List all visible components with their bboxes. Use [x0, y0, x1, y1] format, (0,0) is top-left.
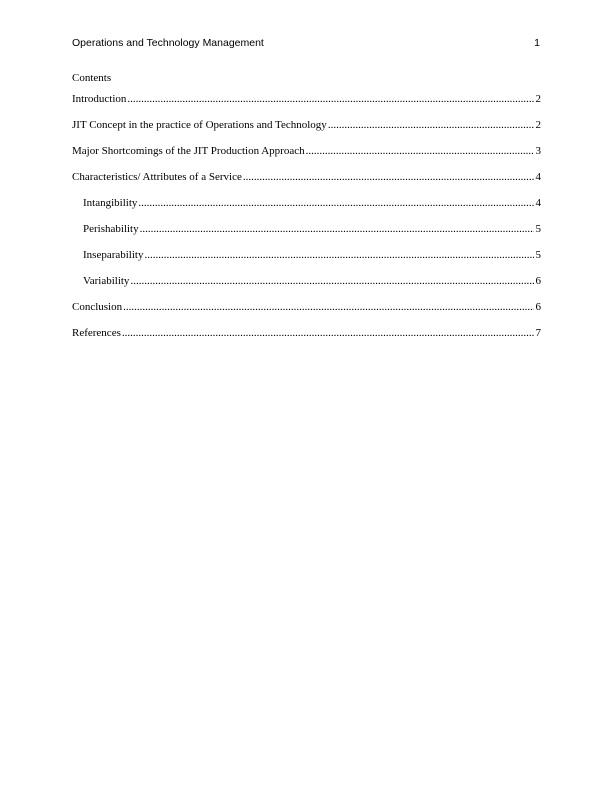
- toc-dot-leader: [144, 247, 533, 263]
- toc-dot-leader: [130, 273, 533, 289]
- toc-entry-conclusion[interactable]: [72, 299, 541, 325]
- toc-entry-introduction[interactable]: [72, 91, 541, 117]
- toc-entry-characteristics[interactable]: [72, 169, 541, 195]
- toc-dot-leader: [306, 143, 534, 159]
- toc-entry-jit-concept[interactable]: [72, 117, 541, 143]
- toc-entry-label: Characteristics/ Attributes of a Service: [72, 171, 242, 183]
- toc-entry-page: 4: [535, 171, 541, 183]
- table-of-contents: [72, 70, 541, 351]
- toc-dot-leader: [127, 91, 533, 107]
- toc-dot-leader: [140, 221, 534, 237]
- toc-dot-leader: [138, 195, 533, 211]
- toc-entry-label: Perishability: [83, 223, 139, 235]
- toc-entry-page: 7: [535, 327, 541, 339]
- header-title: Operations and Technology Management: [72, 37, 264, 49]
- toc-entry-page: 2: [535, 119, 541, 131]
- toc-entry-page: 4: [535, 197, 541, 209]
- toc-entry-label: Conclusion: [72, 301, 123, 313]
- toc-dot-leader: [122, 325, 534, 341]
- toc-entry-variability[interactable]: [72, 273, 541, 299]
- toc-entry-inseparability[interactable]: [72, 247, 541, 273]
- toc-entry-label: JIT Concept in the practice of Operations and Technology: [72, 119, 327, 131]
- page-header: [72, 36, 541, 50]
- toc-heading: Contents: [72, 72, 112, 84]
- toc-entry-page: 6: [535, 301, 541, 313]
- toc-entry-intangibility[interactable]: [72, 195, 541, 221]
- toc-entry-label: Major Shortcomings of the JIT Production Approach: [72, 145, 305, 157]
- toc-entry-page: 3: [535, 145, 541, 157]
- toc-entry-page: 5: [535, 223, 541, 235]
- toc-entry-label: Introduction: [72, 93, 127, 105]
- toc-entry-references[interactable]: [72, 325, 541, 351]
- toc-entry-page: 5: [535, 249, 541, 261]
- toc-dot-leader: [123, 299, 533, 315]
- toc-dot-leader: [328, 117, 534, 133]
- toc-entry-label: Variability: [83, 275, 130, 287]
- toc-entry-page: 6: [535, 275, 541, 287]
- toc-entry-perishability[interactable]: [72, 221, 541, 247]
- toc-entry-label: Inseparability: [83, 249, 144, 261]
- toc-entry-major-shortcomings[interactable]: [72, 143, 541, 169]
- toc-entry-label: References: [72, 327, 121, 339]
- toc-dot-leader: [243, 169, 534, 185]
- toc-entry-page: 2: [535, 93, 541, 105]
- header-page-number: 1: [534, 37, 540, 49]
- toc-entry-label: Intangibility: [83, 197, 138, 209]
